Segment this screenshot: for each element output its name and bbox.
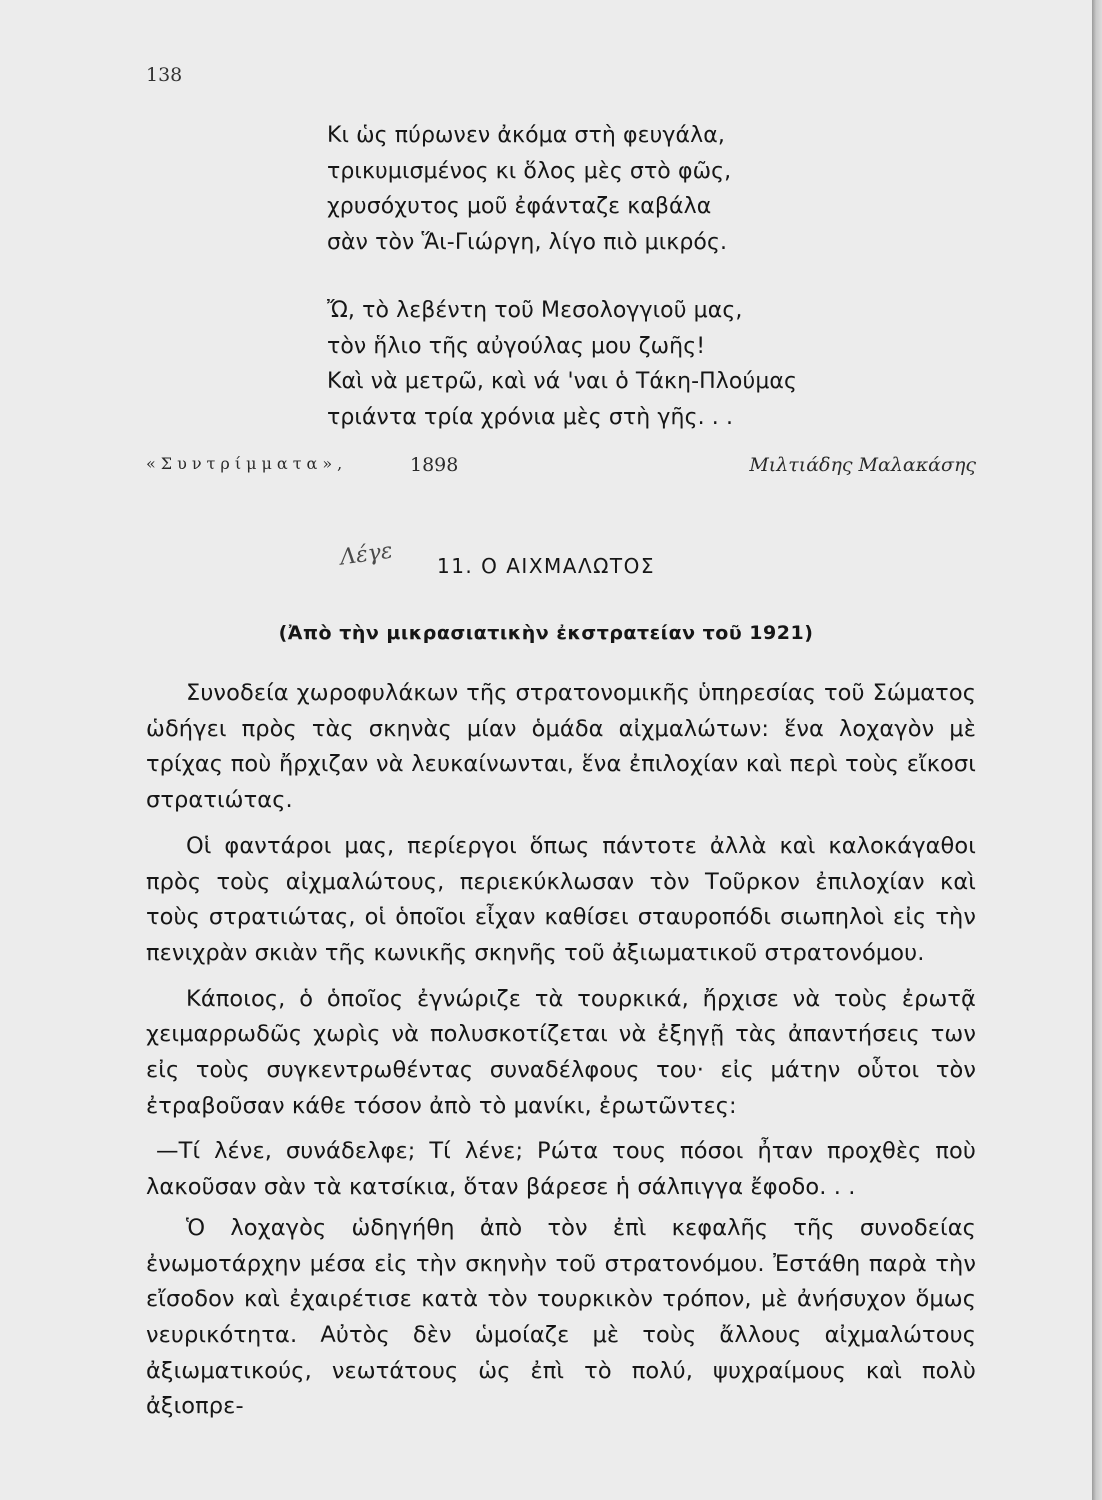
chapter-subtitle: (Ἀπὸ τὴν μικρασιατικὴν ἐκστρατείαν τοῦ 1921) [278, 622, 814, 644]
poem-stanza-1 [327, 118, 797, 260]
dialogue-paragraph: —Τί λένε, συνάδελφε; Τί λένε; Ρώτα τους πόσοι ἦταν προχθὲς ποὺ λακοῦσαν σὰν τὰ κατσίκια, ὅταν βάρεσε ἡ σάλπιγγα ἔφοδο. . . [146, 1138, 976, 1201]
poem [327, 118, 797, 435]
poem-author: Μιλτιάδης Μαλακάσης [749, 454, 976, 476]
poem-verse: Κι ὡς πύρωνεν ἀκόμα στὴ φευγάλα, [327, 123, 725, 148]
prose-body [146, 676, 976, 1435]
poem-year: 1898 [410, 454, 459, 476]
poem-verse: σὰν τὸν Ἅι-Γιώργη, λίγο πιὸ μικρός. [327, 229, 728, 255]
page-edge-shadow [1092, 0, 1102, 1500]
poem-verse: τρικυμισμένος κι ὅλος μὲς στὸ φῶς, [327, 158, 732, 184]
poem-verse: Ὤ, τὸ λεβέντη τοῦ Μεσολογγιοῦ μας, [327, 298, 743, 323]
chapter-title: 11. Ο ΑΙΧΜΑΛΩΤΟΣ [436, 554, 656, 578]
poem-attribution [146, 454, 976, 484]
poem-verse: τριάντα τρία χρόνια μὲς στὴ γῆς. . . [327, 404, 734, 430]
poem-verse: τὸν ἥλιο τῆς αὐγούλας μου ζωῆς! [327, 333, 706, 359]
paragraph: Κάποιος, ὁ ὁποῖος ἐγνώριζε τὰ τουρκικά, ἤρχισε νὰ τοὺς ἐρωτᾷ χειμαρρωδῶς χωρὶς νὰ πολυσκοτίζεται νὰ ἐξηγῇ τὰς ἀπαντήσεις των εἰς τοὺς συγκεντρωθέντας συναδέλφους του· εἰς μάτην οὗτοι τὸν ἐτραβοῦσαν κάθε τόσον ἀπὸ τὸ μανίκι, ἐρωτῶντες: [146, 985, 976, 1119]
paragraph: Συνοδεία χωροφυλάκων τῆς στρατονομικῆς ὑπηρεσίας τοῦ Σώματος ὡδήγει πρὸς τὰς σκηνὰς μίαν ὁμάδα αἰχμαλώτων: ἕνα λοχαγὸν μὲ τρίχας ποὺ ἤρχιζαν νὰ λευκαίνωνται, ἕνα ἐπιλοχίαν καὶ περὶ τοὺς εἴκοσι στρατιώτας. [146, 680, 976, 814]
poem-verse: Καὶ νὰ μετρῶ, καὶ νά 'ναι ὁ Τάκη-Πλούμας [327, 369, 798, 394]
paragraph: Ὁ λοχαγὸς ὡδηγήθη ἀπὸ τὸν ἐπὶ κεφαλῆς τῆς συνοδείας ἐνωμοτάρχην μέσα εἰς τὴν σκηνὴν τοῦ στρατονόμου. Ἐστάθη παρὰ τὴν εἴσοδον καὶ ἐχαιρέτισε κατὰ τὸν τουρκικὸν τρόπον, μὲ ἀνήσυχον ὅμως νευρικότητα. Αὐτὸς δὲν ὡμοίαζε μὲ τοὺς ἄλλους αἰχμαλώτους ἀξιωματικούς, νεωτάτους ὡς ἐπὶ τὸ πολύ, ψυχραίμους καὶ πολὺ ἀξιοπρε- [146, 1214, 976, 1420]
page-number: 138 [146, 64, 183, 86]
poem-source: «Συντρίμματα», [146, 454, 348, 473]
poem-verse: χρυσόχυτος μοῦ ἐφάνταζε καβάλα [327, 194, 712, 219]
handwritten-margin-note: Λέγε [338, 538, 395, 571]
paragraph: Οἱ φαντάροι μας, περίεργοι ὅπως πάντοτε ἀλλὰ καὶ καλοκάγαθοι πρὸς τοὺς αἰχμαλώτους, περιεκύκλωσαν τὸν Τοῦρκον ἐπιλοχίαν καὶ τοὺς στρατιώτας, οἱ ὁποῖοι εἶχαν καθίσει σταυροπόδι σιωπηλοὶ εἰς τὴν πενιχρὰν σκιὰν τῆς κωνικῆς σκηνῆς τοῦ ἀξιωματικοῦ στρατονόμου. [146, 832, 976, 966]
poem-stanza-2 [327, 293, 797, 435]
